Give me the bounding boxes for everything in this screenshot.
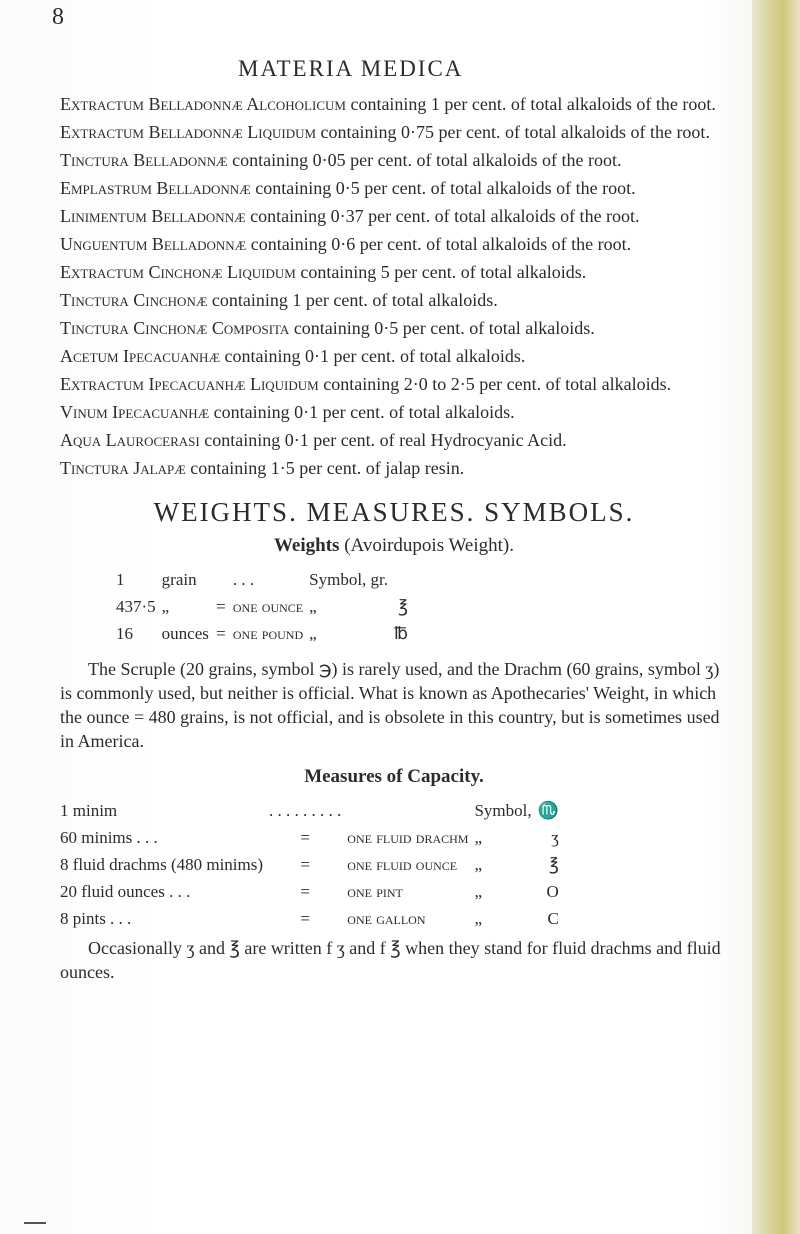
equals-sign: =	[216, 624, 226, 643]
weight-name: . . .	[232, 570, 255, 589]
symbol-glyph	[394, 568, 414, 595]
preparation-name: Tinctura Cinchonæ Composita	[60, 318, 290, 338]
capacity-quantity: 60 minims . . .	[60, 828, 158, 847]
preparation-entry	[60, 316, 728, 340]
capacity-paragraph: Occasionally ʒ and ℥ are written f ʒ and f ℥ when they stand for fluid drachms and fluid ounces.	[60, 938, 721, 982]
preparation-description: containing 0·5 per cent. of total alkaloids.	[289, 318, 595, 338]
weight-unit: ounces	[161, 624, 209, 643]
preparation-entry	[60, 344, 728, 368]
preparation-name: Extractum Belladonnæ Liquidum	[60, 122, 317, 142]
equals-sign: =	[300, 882, 310, 901]
symbol-glyph: ʒ	[551, 828, 559, 847]
preparation-description: containing 2·0 to 2·5 per cent. of total alkaloids.	[318, 374, 672, 394]
weight-quantity: 16	[116, 624, 133, 643]
page-edge	[752, 0, 800, 1234]
symbol-label: Symbol, gr.	[309, 570, 389, 589]
preparation-name: Linimentum Belladonnæ	[60, 206, 246, 226]
preparation-description: containing 1 per cent. of total alkaloids.	[207, 290, 498, 310]
symbol-label: „	[474, 882, 482, 901]
preparation-entry	[60, 148, 728, 172]
preparation-description: containing 0·6 per cent. of total alkaloids of the root.	[246, 234, 632, 254]
section-title: WEIGHTS. MEASURES. SYMBOLS.	[153, 497, 635, 527]
preparations-list	[60, 92, 728, 480]
weights-row	[116, 568, 414, 595]
symbol-glyph: ℥	[398, 597, 408, 616]
capacity-name: one fluid ounce	[347, 855, 458, 874]
weight-quantity: 437·5	[116, 597, 156, 616]
capacity-name: one fluid drachm	[347, 828, 469, 847]
weights-subtitle-bold: Weights	[273, 535, 340, 556]
preparation-name: Aqua Laurocerasi	[60, 430, 200, 450]
preparation-entry	[60, 428, 728, 452]
weights-table	[116, 568, 414, 649]
capacity-row	[60, 826, 565, 853]
preparation-entry	[60, 456, 728, 480]
capacity-row	[60, 880, 565, 907]
preparation-entry	[60, 176, 728, 200]
symbol-glyph: O	[546, 882, 559, 901]
preparation-description: containing 0·37 per cent. of total alkaloids of the root.	[245, 206, 640, 226]
equals-sign: =	[300, 909, 310, 928]
preparation-description: containing 0·5 per cent. of total alkaloids of the root.	[250, 178, 636, 198]
symbol-label: Symbol,	[474, 801, 532, 820]
symbol-glyph: ♏	[537, 801, 559, 820]
equals-sign: =	[216, 597, 226, 616]
preparation-description: containing 1 per cent. of total alkaloids of the root.	[345, 94, 716, 114]
symbol-label: „	[474, 909, 482, 928]
preparation-entry	[60, 288, 728, 312]
preparation-name: Extractum Cinchonæ Liquidum	[60, 262, 296, 282]
weights-subtitle	[60, 534, 728, 558]
capacity-quantity: 8 pints . . .	[60, 909, 132, 928]
symbol-label: „	[309, 597, 317, 616]
weight-unit: grain	[161, 570, 197, 589]
capacity-table	[60, 799, 565, 934]
weight-name: one pound	[232, 624, 304, 643]
preparation-entry	[60, 400, 728, 424]
preparation-entry	[60, 92, 728, 116]
capacity-row	[60, 853, 565, 880]
capacity-quantity: 20 fluid ounces . . .	[60, 882, 191, 901]
preparation-description: containing 0·1 per cent. of total alkaloids.	[209, 402, 515, 422]
weights-row	[116, 595, 414, 622]
weight-name: one ounce	[232, 597, 304, 616]
preparation-entry	[60, 120, 728, 144]
preparation-description: containing 0·1 per cent. of real Hydrocyanic Acid.	[199, 430, 567, 450]
preparation-name: Unguentum Belladonnæ	[60, 234, 247, 254]
preparation-name: Emplastrum Belladonnæ	[60, 178, 251, 198]
preparation-entry	[60, 260, 728, 284]
capacity-subtitle	[60, 765, 728, 789]
preparation-name: Tinctura Cinchonæ	[60, 290, 208, 310]
weight-quantity: 1	[116, 570, 125, 589]
capacity-name: one gallon	[347, 909, 426, 928]
preparation-description: containing 0·1 per cent. of total alkaloids.	[220, 346, 526, 366]
preparation-name: Tinctura Belladonnæ	[60, 150, 228, 170]
symbol-glyph: ℥	[548, 855, 559, 874]
equals-sign	[215, 568, 233, 595]
capacity-row	[60, 799, 565, 826]
weights-subtitle-rest: (Avoirdupois Weight).	[339, 535, 514, 556]
symbol-label: „	[309, 624, 317, 643]
capacity-name: one pint	[347, 882, 403, 901]
equals-sign: =	[300, 828, 310, 847]
preparation-entry	[60, 204, 728, 228]
symbol-glyph: C	[547, 909, 559, 928]
page-content	[60, 92, 728, 996]
preparation-description: containing 0·05 per cent. of total alkaloids of the root.	[227, 150, 622, 170]
preparation-description: containing 5 per cent. of total alkaloids.	[295, 262, 587, 282]
preparation-name: Vinum Ipecacuanhæ	[60, 402, 210, 422]
symbol-glyph: ℔	[394, 624, 408, 643]
preparation-name: Tinctura Jalapæ	[60, 458, 186, 478]
capacity-subtitle-bold: Measures of Capacity.	[304, 766, 484, 787]
capacity-quantity: 1 minim	[60, 801, 118, 820]
corner-mark	[24, 1222, 46, 1224]
page-number: 8	[52, 4, 64, 30]
preparation-name: Extractum Belladonnæ Alcoholicum	[60, 94, 346, 114]
preparation-description: containing 0·75 per cent. of total alkaloids of the root.	[316, 122, 710, 142]
symbol-label: „	[474, 828, 482, 847]
capacity-name	[347, 799, 474, 826]
weight-unit: „	[161, 597, 170, 616]
running-head: MATERIA MEDICA	[238, 56, 464, 81]
weights-paragraph: The Scruple (20 grains, symbol ℈) is rarely used, and the Drachm (60 grains, symbol ʒ) is commonly used, but neither is official. What is known as Apothecaries' Weight, in which the ounce = 480 grains, is not official, and is obsolete in this country, but is sometimes used in America.	[60, 659, 720, 751]
equals-sign: . . . . . . . . .	[269, 801, 342, 820]
preparation-name: Extractum Ipecacuanhæ Liquidum	[60, 374, 319, 394]
capacity-row	[60, 907, 565, 934]
equals-sign: =	[300, 855, 310, 874]
weights-row	[116, 622, 414, 649]
preparation-description: containing 1·5 per cent. of jalap resin.	[185, 458, 465, 478]
preparation-name: Acetum Ipecacuanhæ	[60, 346, 221, 366]
preparation-entry	[60, 232, 728, 256]
preparation-entry	[60, 372, 728, 396]
capacity-quantity: 8 fluid drachms (480 minims)	[60, 855, 264, 874]
symbol-label: „	[474, 855, 482, 874]
